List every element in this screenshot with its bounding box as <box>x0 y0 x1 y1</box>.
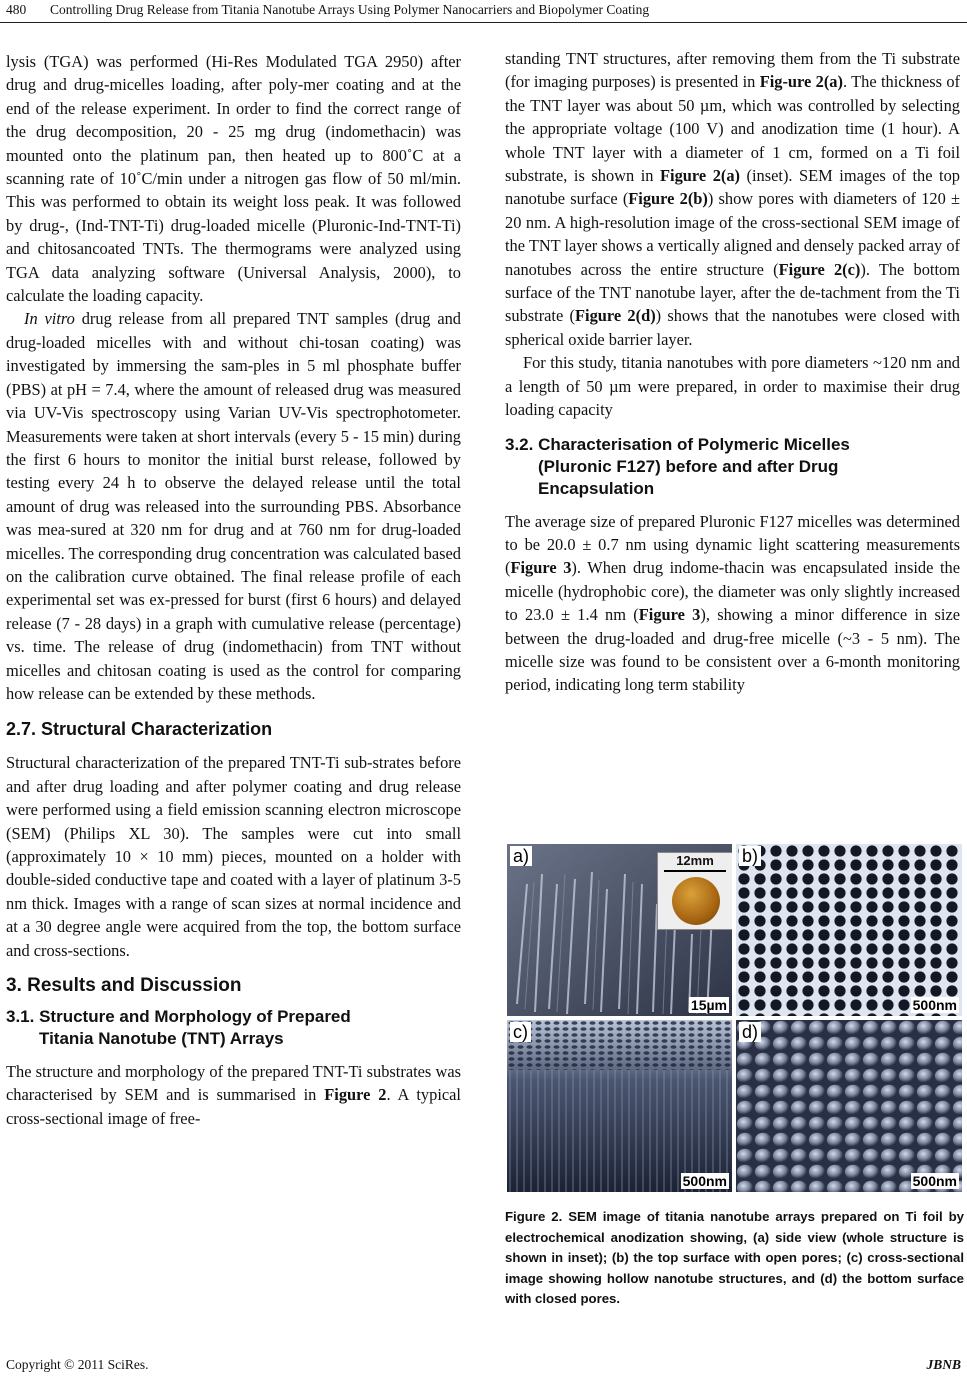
sem-panel-c <box>507 1020 732 1192</box>
paragraph-structure-morphology <box>6 1060 461 1130</box>
paragraph-in-vitro-text: drug release from all prepared TNT samples (drug and drug-loaded micelles with and without chi-tosan coating) was investigated by immersing the sam-ples in 5 ml phosphate buffer (PBS) at pH = 7.4, where the amount of released drug was measured via UV-Vis spectroscopy using Varian UV-Vis spectrophotometer. Measurements were taken at short intervals (every 5 - 15 min) during the first 6 hours to monitor the initial burst release, followed by testing every 24 h to observe the delayed release until the total amount of drug was released into the surrounding PBS. Absorbance was mea-sured at 320 nm for drug and at 760 nm for drug-loaded micelles. The corresponding drug concentration was calculated based on the calibration curve obtained. The final release profile of each experimental set was ex-pressed for burst (first 6 hours) and delayed release (7 - 28 days) in a graph with cumulative release (percentage) vs. time. The release of drug (indomethacin) from TNT without micelles and chitosan coating is used as the control for comparing how release can be extended by these methods. <box>6 309 461 703</box>
figure-ref: Figure 2 <box>324 1085 387 1105</box>
figure-ref: Figure 3 <box>638 605 701 625</box>
text-span: The average size of prepared Pluronic F127 micelles was determined to be 20.0 ± 0.7 nm using dynamic light scattering measurements ( <box>505 511 960 578</box>
heading-3-1-line1: 3.1. Structure and Morphology of Prepared <box>6 1007 351 1027</box>
heading-3: 3. Results and Discussion <box>6 975 242 997</box>
inset-scale-bar <box>664 870 726 872</box>
paragraph-tga: lysis (TGA) was performed (Hi-Res Modulated TGA 2950) after drug and drug-micelles loading, after poly-mer coating and at the end of the release experiment. In order to find the correct range of the drug decomposition, 20 - 25 mg drug (indomethacin) was mounted onto the platinum pan, then heated up to 800˚C at a scanning rate of 10˚C/min under a nitrogen gas flow of 50 ml/min. This was performed to obtain its weight loss peak. It was followed by drug-, (Ind-TNT-Ti) drug-loaded micelle (Pluronic-Ind-TNT-Ti) and chitosancoated TNTs. The thermograms were analyzed using TGA data analyzing software (Universal Analysis, 2000), to calculate the loading capacity. <box>6 52 461 306</box>
panel-a-scale: 15µm <box>690 997 727 1013</box>
right-column <box>505 47 960 697</box>
page-footer <box>6 1357 961 1373</box>
panel-b-scale: 500nm <box>912 997 957 1013</box>
heading-3-1 <box>6 1006 461 1050</box>
figure-ref: Figure 2(c) <box>778 259 861 279</box>
text-span: ). The bottom surface of the TNT nanotube layer, after the de-tachment from the Ti substrate ( <box>505 259 960 326</box>
text-span: ), showing a minor difference in size between the drug-loaded and drug-free micelle (~3 - 5 nm). The micelle size was found to be consistent over a 6-month monitoring period, indicating long term stability <box>505 605 960 695</box>
figure-ref: Figure 3 <box>510 558 572 578</box>
text-span: (inset). SEM images of the top nanotube surface ( <box>505 166 960 209</box>
sem-bottom-surface-image <box>736 1020 962 1192</box>
heading-3-1-line2: Titania Nanotube (TNT) Arrays <box>39 1029 284 1049</box>
text-span: . The thickness of the TNT layer was about 50 µm, which was controlled by selecting the appropriate voltage (100 V) and anodization time (1 hour). A whole TNT layer with a diameter of 1 cm, formed on a Ti foil substrate, is shown in <box>505 72 961 186</box>
text-span: standing TNT structures, after removing them from the Ti substrate (for imaging purposes) is presented in <box>505 49 960 92</box>
page-header <box>0 0 967 22</box>
panel-a-label: a) <box>510 846 532 866</box>
tnt-disk-photo <box>672 877 720 925</box>
in-vitro-italic: In vitro <box>24 309 75 329</box>
text-span: ). When drug indome-thacin was encapsulated inside the micelle (hydrophobic core), the diameter was only slightly increased to 23.0 ± 1.4 nm ( <box>505 558 960 625</box>
inset-whole-structure <box>657 852 732 930</box>
figure-ref: Figure 2(a) <box>660 166 740 186</box>
left-column <box>6 50 461 1130</box>
panel-c-scale: 500nm <box>682 1173 727 1189</box>
paragraph-structural: Structural characterization of the prepared TNT-Ti sub-strates before and after drug loading and after polymer coating and drug release were performed using a field emission scanning electron microscope (SEM) (Philips XL 30). The samples were cut into small (approximately 10 × 10 mm) pieces, mounted on a holder with double-sided conductive tape and coated with a layer of platinum 3-5 nm thick. Images with a range of scan sizes at normal incidence and at a 30 degree angle were acquired from the top, the bottom surface and cross-sections. <box>6 753 461 960</box>
panel-c-label: c) <box>510 1022 531 1042</box>
heading-2-7: 2.7. Structural Characterization <box>6 719 273 740</box>
sem-panel-d <box>736 1020 962 1192</box>
panel-d-scale: 500nm <box>912 1173 957 1189</box>
figure-ref: Fig-ure 2(a) <box>759 72 843 92</box>
heading-3-2-line3: Encapsulation <box>538 478 655 498</box>
text-span: . A typical cross-sectional image of free- <box>6 1085 461 1128</box>
paragraph-this-study: For this study, titania nanotubes with pore diameters ~120 nm and a length of 50 µm were prepared, in order to maximise their drug loading capacity <box>505 353 960 420</box>
paragraph-micelles <box>505 510 960 697</box>
sem-panel-a <box>507 844 732 1016</box>
panel-d-label: d) <box>739 1022 761 1042</box>
inset-scale-label: 12mm <box>676 853 714 868</box>
figure-2-caption: Figure 2. SEM image of titania nanotube arrays prepared on Ti foil by electrochemical anodization showing, (a) side view (whole structure is shown in inset); (b) the top surface with open pores; (c) cross-sectional image showing hollow nanotube structures, and (d) the bottom surface with closed pores. <box>505 1209 964 1307</box>
page-number: 480 <box>6 2 27 17</box>
text-span: ) shows that the nanotubes were closed with spherical oxide barrier layer. <box>505 306 960 349</box>
heading-3-2-line2: (Pluronic F127) before and after Drug <box>538 456 839 476</box>
copyright: Copyright © 2011 SciRes. <box>6 1357 149 1372</box>
sem-cross-section-image <box>507 1020 732 1192</box>
figure-ref: Figure 2(d) <box>575 306 656 326</box>
heading-3-2-line1: 3.2. Characterisation of Polymeric Micelles <box>505 434 850 454</box>
figure-ref: Figure 2(b) <box>628 189 708 209</box>
panel-b-label: b) <box>739 846 761 866</box>
figure-2 <box>507 844 962 1192</box>
paragraph-tnt-structures <box>505 47 960 351</box>
running-title: Controlling Drug Release from Titania Nanotube Arrays Using Polymer Nanocarriers and Biopolymer Coating <box>50 2 650 17</box>
text-span: The structure and morphology of the prepared TNT-Ti substrates was characterised by SEM and is summarised in <box>6 1062 461 1105</box>
header-rule <box>0 22 967 23</box>
journal-abbrev: JBNB <box>926 1357 961 1372</box>
heading-3-2 <box>505 434 960 500</box>
sem-panel-b <box>736 844 962 1016</box>
sem-top-surface-image <box>736 844 962 1016</box>
paragraph-in-vitro <box>6 307 461 705</box>
text-span: ) show pores with diameters of 120 ± 20 nm. A high-resolution image of the cross-sectional SEM image of the TNT layer shows a vertically aligned and densely packed array of nanotubes across the entire structure ( <box>505 189 960 279</box>
